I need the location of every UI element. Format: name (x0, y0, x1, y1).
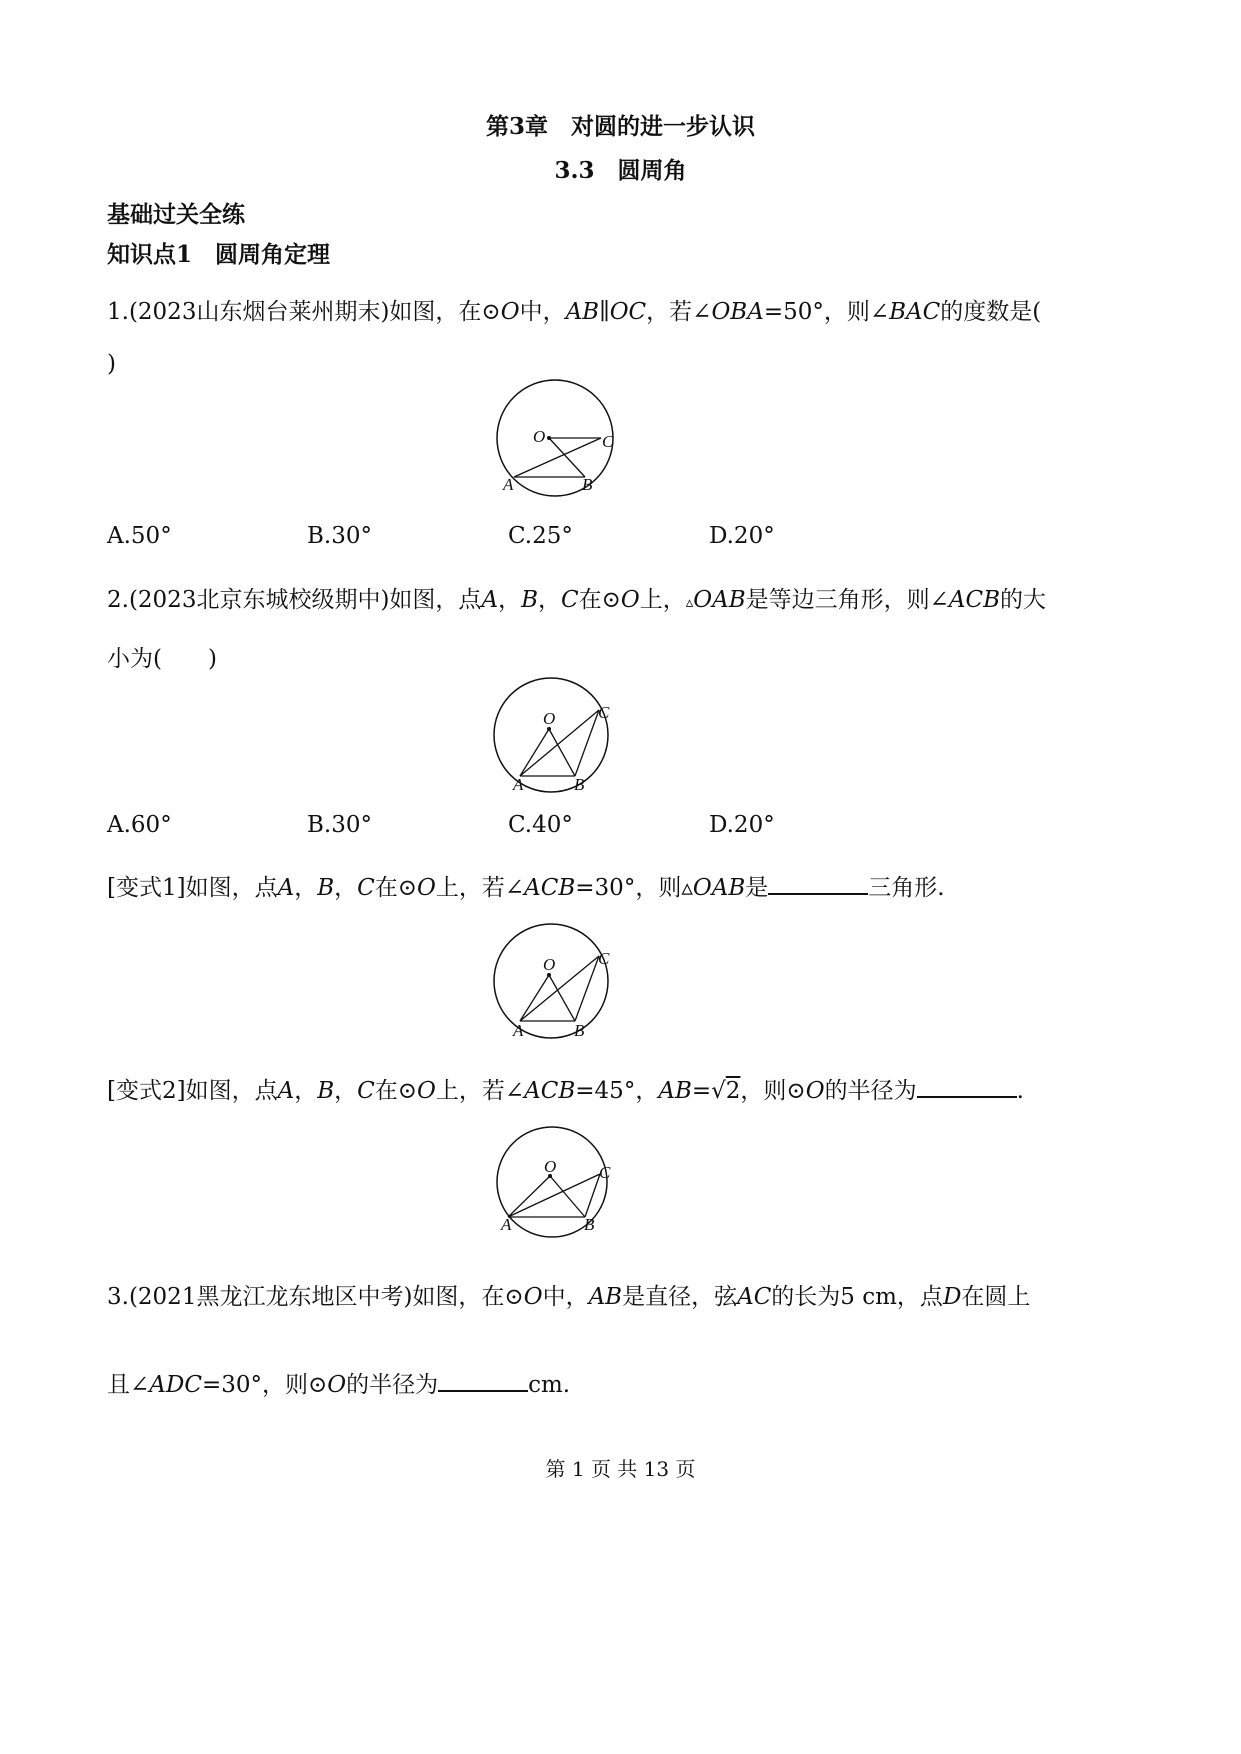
section-title: 3.3 圆周角 (554, 157, 687, 184)
variant1-fig-label-b: B (574, 1021, 585, 1040)
q2-fig-label-c: C (598, 703, 610, 722)
q1-figure (485, 380, 625, 500)
q1-fig-label-a: A (503, 475, 514, 494)
q3-stem-line2: 且∠ADC=30°，则⊙O的半径为 cm. (107, 1366, 570, 1399)
variant1-fig-label-o: O (543, 955, 556, 974)
q1-option-a: A.50° (107, 523, 172, 549)
q2-option-d: D.20° (709, 812, 775, 838)
q1-option-c: C.25° (508, 523, 573, 549)
variant2-answer-blank (917, 1074, 1017, 1098)
q2-stem-line2: 小为( ) (107, 646, 217, 672)
variant1-fig-label-c: C (598, 949, 610, 968)
q1-fig-label-c: C (602, 432, 614, 451)
q2-fig-label-b: B (574, 775, 585, 794)
variant2-fig-label-o: O (544, 1157, 557, 1176)
q1-fig-label-b: B (582, 475, 593, 494)
variant1-answer-blank (768, 871, 868, 895)
q2-option-c: C.40° (508, 812, 573, 838)
variant2-figure (485, 1126, 625, 1236)
variant2-stem: [变式2]如图，点A，B，C在⊙O上，若∠ACB=45°，AB=√2，则⊙O的半径为 . (107, 1072, 1024, 1105)
chapter-title: 第3章 对圆的进一步认识 (485, 113, 755, 140)
q1-fig-label-o: O (533, 427, 546, 446)
q1-stem: 1.(2023山东烟台莱州期末)如图，在⊙O中，AB∥OC，若∠OBA=50°，则∠BAC的度数是( (107, 299, 1042, 325)
q2-fig-label-o: O (543, 709, 556, 728)
variant1-figure (485, 918, 625, 1043)
knowledge-point-title: 知识点1 圆周角定理 (107, 241, 331, 268)
page-footer: 第 1 页 共 13 页 (545, 1457, 696, 1481)
q2-option-b: B.30° (307, 812, 372, 838)
variant2-fig-label-a: A (501, 1215, 512, 1234)
q3-answer-blank (438, 1368, 528, 1392)
q2-fig-label-a: A (513, 775, 524, 794)
q1-answer-paren: ) (107, 351, 116, 377)
q2-option-a: A.60° (107, 812, 172, 838)
q1-option-d: D.20° (709, 523, 775, 549)
variant2-fig-label-c: C (599, 1163, 611, 1182)
q3-stem: 3.(2021黑龙江龙东地区中考)如图，在⊙O中，AB是直径，弦AC的长为5 cm，点D在圆上 (107, 1284, 1031, 1310)
q1-option-b: B.30° (307, 523, 372, 549)
variant1-fig-label-a: A (513, 1021, 524, 1040)
q2-stem: 2.(2023北京东城校级期中)如图，点A，B，C在⊙O上，▵OAB是等边三角形，则∠ACB的大 (107, 587, 1047, 613)
variant2-fig-label-b: B (584, 1215, 595, 1234)
variant1-stem: [变式1]如图，点A，B，C在⊙O上，若∠ACB=30°，则▵OAB是 三角形. (107, 869, 945, 902)
q2-figure (485, 670, 625, 795)
practice-title: 基础过关全练 (107, 201, 245, 228)
